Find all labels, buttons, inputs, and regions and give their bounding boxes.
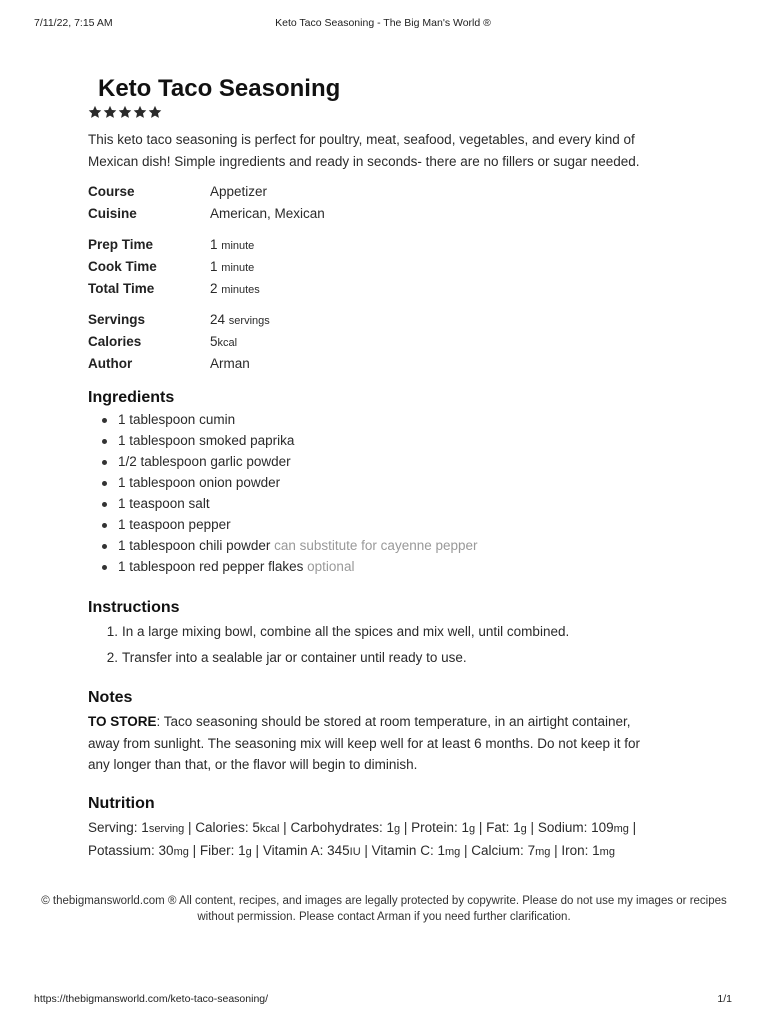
calories-unit: kcal (217, 337, 238, 349)
nutrient-unit: mg (535, 846, 551, 858)
ingredient-text: 1 teaspoon pepper (118, 517, 231, 532)
nutrient-value: 109 (591, 819, 614, 835)
nutrient-label: Serving: (88, 819, 138, 835)
meta-label: Total Time (88, 281, 155, 296)
ingredient-text: 1 tablespoon red pepper flakes (118, 559, 304, 574)
instruction-step (88, 619, 648, 645)
meta-row-calories (88, 331, 648, 353)
meta-value: Appetizer (210, 184, 268, 199)
meta-value: Arman (210, 356, 250, 371)
ingredient-text: 1 tablespoon chili powder (118, 538, 271, 553)
ingredient-note: optional (307, 559, 355, 574)
ingredient-text: 1 teaspoon salt (118, 496, 210, 511)
meta-value (210, 234, 254, 256)
notes-section (88, 687, 648, 776)
nutrient-label: Sodium: (537, 819, 588, 835)
meta-value (210, 331, 237, 353)
ingredients-heading: Ingredients (88, 389, 175, 406)
nutrient-label: Fat: (486, 819, 510, 835)
instructions-list (88, 619, 648, 671)
prep-time-unit: minute (221, 240, 255, 252)
step-text: In a large mixing bowl, combine all the spices and mix well, until combined. (122, 624, 570, 639)
instruction-step (88, 645, 648, 671)
nutrient-value: 1 (513, 819, 521, 835)
nutrient-label: Protein: (411, 819, 458, 835)
nutrient-unit: mg (599, 846, 615, 858)
ingredient-note: can substitute for cayenne pepper (274, 538, 478, 553)
instructions-section (88, 597, 648, 671)
meta-label: Cook Time (88, 259, 157, 274)
nutrient-unit: g (245, 846, 252, 858)
nutrient-value: 1 (437, 843, 445, 858)
step-number: 1. (106, 624, 118, 639)
nutrient-label: Carbohydrates: (290, 819, 383, 835)
nutrient-value: 345 (327, 843, 350, 858)
nutrient-unit: kcal (259, 822, 280, 835)
print-datetime: 7/11/22, 7:15 AM (34, 17, 113, 29)
nutrient-unit: mg (444, 846, 461, 858)
meta-row-author (88, 353, 648, 375)
star-icon (133, 105, 147, 119)
nutrient-label: Calcium: (471, 843, 524, 858)
meta-label: Servings (88, 312, 146, 327)
ingredient-text: 1/2 tablespoon garlic powder (118, 454, 291, 469)
star-icon (88, 105, 102, 119)
meta-row-cook (88, 256, 648, 278)
nutrient-unit: g (394, 822, 401, 835)
nutrient-unit: serving (148, 822, 185, 835)
nutrient-label: Calories: (195, 819, 249, 835)
cook-time-unit: minute (221, 262, 255, 274)
ingredient-item (88, 451, 648, 472)
ingredient-item (88, 556, 648, 577)
cook-time-value: 1 (210, 259, 218, 274)
nutrient-value: 1 (386, 819, 395, 835)
notes-text (88, 711, 648, 776)
nutrient-unit: g (520, 822, 527, 835)
meta-row-total (88, 278, 648, 300)
meta-yield (88, 309, 648, 375)
nutrient-value: 1 (461, 819, 469, 835)
notes-heading: Notes (88, 689, 133, 706)
nutrient-value: 1 (141, 819, 149, 835)
star-icon (103, 105, 117, 119)
print-page-number: 1/1 (717, 993, 732, 1005)
meta-value: American, Mexican (210, 206, 325, 221)
nutrient-value: 30 (158, 843, 174, 858)
copyright-notice: © thebigmansworld.com ® All content, recipes, and images are legally protected by copywrite. Please do not use my images or recipes without permission. Please contact Arman if you need further clarification. (41, 895, 727, 923)
instructions-heading: Instructions (88, 599, 180, 616)
print-url: https://thebigmansworld.com/keto-taco-seasoning/ (34, 993, 269, 1005)
meta-row-servings (88, 309, 648, 331)
total-time-value: 2 (210, 281, 218, 296)
nutrition-section (88, 793, 648, 864)
prep-time-value: 1 (210, 237, 218, 252)
servings-value: 24 (210, 312, 226, 327)
ingredient-text: 1 tablespoon onion powder (118, 475, 281, 490)
print-page-title: Keto Taco Seasoning - The Big Man's World ® (275, 17, 491, 29)
ingredient-item (88, 409, 648, 430)
rating-stars (88, 105, 648, 123)
star-icon (148, 105, 162, 119)
nutrition-facts: Serving: 1serving | Calories: 5kcal | Carbohydrates: 1g | Protein: 1g | Fat: 1g | Sodium: 109mg | Potassium: 30mg | Fiber: 1g | Vitamin A: 345IU | Vitamin C: 1mg | Calcium: 7mg | Iron: 1mg (88, 819, 637, 858)
recipe-card (88, 74, 648, 864)
ingredients-section (88, 387, 648, 577)
meta-row-cuisine (88, 203, 648, 225)
nutrient-unit: mg (613, 822, 629, 835)
nutrient-value: 5 (252, 819, 260, 835)
nutrient-label: Iron: (561, 843, 589, 858)
notes-label: TO STORE (88, 714, 157, 729)
meta-times (88, 234, 648, 300)
nutrient-value: 7 (527, 843, 536, 858)
meta-label: Cuisine (88, 206, 137, 221)
nutrient-value: 1 (238, 843, 246, 858)
meta-value (210, 256, 254, 278)
total-time-unit: minutes (221, 284, 260, 296)
meta-value (210, 309, 270, 331)
ingredient-item (88, 514, 648, 535)
nutrient-unit: g (468, 822, 476, 835)
recipe-summary: This keto taco seasoning is perfect for poultry, meat, seafood, vegetables, and every kind of Mexican dish! Simple ingredients and ready in seconds- there are no fillers or sugar needed. (88, 132, 640, 169)
ingredient-item (88, 430, 648, 451)
nutrient-label: Vitamin A: (262, 843, 324, 858)
ingredient-item (88, 472, 648, 493)
nutrient-label: Fiber: (199, 843, 235, 858)
ingredients-list (88, 409, 648, 577)
meta-label: Calories (88, 334, 142, 349)
meta-value (210, 278, 260, 300)
ingredient-text: 1 tablespoon cumin (118, 412, 236, 427)
meta-label: Prep Time (88, 237, 154, 252)
nutrient-label: Potassium: (88, 843, 155, 858)
calories-value: 5 (210, 334, 218, 349)
ingredient-item (88, 535, 648, 556)
meta-classification (88, 181, 648, 225)
meta-row-course (88, 181, 648, 203)
step-text: Transfer into a sealable jar or container until ready to use. (122, 650, 467, 665)
recipe-meta (88, 181, 648, 375)
meta-label: Course (88, 184, 135, 199)
meta-label: Author (88, 356, 133, 371)
servings-unit: servings (228, 315, 270, 327)
star-icon (118, 105, 132, 119)
nutrient-unit: IU (349, 846, 361, 858)
notes-body: : Taco seasoning should be stored at room temperature, in an airtight container, away from sunlight. The seasoning mix will keep well for at least 6 months. Do not keep it for any longer than that, or the flavor will begin to diminish. (88, 714, 641, 772)
nutrient-value: 1 (592, 843, 600, 858)
nutrient-unit: mg (173, 846, 189, 858)
meta-row-prep (88, 234, 648, 256)
ingredient-text: 1 tablespoon smoked paprika (118, 433, 295, 448)
nutrition-heading: Nutrition (88, 794, 155, 812)
recipe-title: Keto Taco Seasoning (98, 75, 341, 102)
nutrient-label: Vitamin C: (371, 843, 434, 858)
step-number: 2. (106, 650, 118, 665)
ingredient-item (88, 493, 648, 514)
